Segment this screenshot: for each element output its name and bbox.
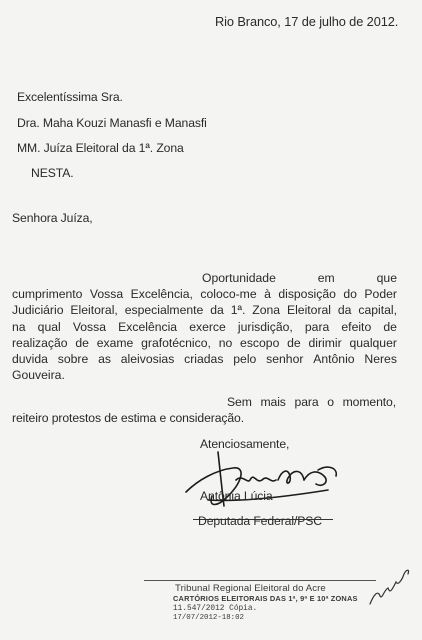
body-word: cumprimento — [12, 287, 83, 302]
body-word: realização — [12, 335, 68, 350]
closing-word: o — [327, 395, 334, 409]
body-word: Oportunidade — [202, 271, 276, 285]
body-word: qualquer — [349, 335, 397, 350]
body-word: criadas — [184, 352, 224, 367]
stamp-border — [144, 580, 376, 581]
body-word: escopo — [240, 335, 280, 350]
signer-role: Deputada Federal/PSC — [198, 514, 323, 528]
body-word: Zona — [252, 303, 281, 318]
body-word: sobre — [57, 352, 89, 367]
body-word: Gouveira. — [12, 368, 65, 383]
addressee-title: Excelentíssima Sra. — [17, 90, 123, 104]
addressee-office: MM. Juíza Eleitoral da 1ª. Zona — [17, 141, 184, 155]
closing-word: Sem — [227, 395, 252, 409]
body-line — [12, 367, 397, 383]
body-word: aleivosias — [120, 352, 175, 367]
valediction: Atenciosamente, — [200, 437, 290, 451]
body-word: Antônio — [313, 352, 355, 367]
closing-line-2: reiteiro protestos de estima e consideração. — [12, 411, 245, 425]
addressee-location: NESTA. — [31, 166, 74, 180]
body-line — [12, 286, 397, 302]
salutation: Senhora Juíza, — [12, 211, 93, 225]
letter-date: Rio Branco, 17 de julho de 2012. — [215, 14, 399, 29]
body-word: à — [264, 287, 271, 302]
body-word: da — [337, 303, 352, 318]
body-word: efeito — [341, 319, 372, 334]
letter-body — [12, 270, 397, 383]
body-word: na — [12, 319, 26, 334]
closing-word: para — [294, 395, 319, 409]
addressee-name: Dra. Maha Kouzi Manasfi e Manasfi — [17, 116, 207, 130]
stamp-protocol: 11.547/2012 Cópia. — [173, 605, 258, 613]
body-word: Vossa — [89, 287, 124, 302]
body-word: pelo — [233, 352, 257, 367]
closing-line-1 — [12, 395, 396, 410]
body-line — [12, 302, 397, 318]
body-word: de — [383, 319, 397, 334]
body-word: as — [98, 352, 111, 367]
body-word: senhor — [266, 352, 304, 367]
handwritten-signature — [178, 440, 348, 520]
body-word: Excelência, — [130, 287, 193, 302]
stamp-datetime: 17/07/2012-18:02 — [173, 614, 244, 622]
stamp-office: CARTÓRIOS ELEITORAIS DAS 1ª, 9ª E 10ª ZONAS — [173, 594, 358, 603]
body-word: da — [210, 303, 224, 318]
body-line — [12, 270, 397, 286]
body-word: duvida — [12, 352, 48, 367]
body-word: em — [317, 271, 335, 285]
body-word: especialmente — [124, 303, 204, 318]
body-word: Poder — [364, 287, 397, 302]
closing-word: mais — [260, 395, 286, 409]
body-word: que — [376, 271, 397, 285]
body-word: coloco-me — [200, 287, 257, 302]
closing-word: momento, — [342, 395, 396, 409]
body-word: exame — [96, 335, 134, 350]
body-word: Excelência — [118, 319, 178, 334]
body-word: 1ª. — [230, 303, 246, 318]
body-word: de — [287, 335, 301, 350]
body-word: jurisdição, — [237, 319, 293, 334]
body-word: Neres — [364, 352, 397, 367]
body-line — [12, 335, 397, 351]
body-word: Judiciário — [12, 303, 64, 318]
body-word: qual — [37, 319, 61, 334]
signer-name: Antônia Lúcia — [200, 489, 273, 503]
body-word: Eleitoral — [286, 303, 331, 318]
body-word: para — [304, 319, 330, 334]
body-line — [12, 319, 397, 335]
body-word: Eleitoral, — [70, 303, 118, 318]
body-word: disposição — [278, 287, 336, 302]
body-word: do — [343, 287, 357, 302]
body-word: Vossa — [72, 319, 107, 334]
body-word: dirimir — [308, 335, 342, 350]
body-line — [12, 351, 397, 367]
handwritten-note — [364, 560, 414, 610]
body-word: capital, — [358, 303, 397, 318]
stamp-court: Tribunal Regional Eleitoral do Acre — [175, 583, 326, 594]
body-word: grafotécnico, — [141, 335, 211, 350]
body-word: exerce — [189, 319, 226, 334]
body-word: no — [218, 335, 233, 350]
body-word: de — [75, 335, 89, 350]
